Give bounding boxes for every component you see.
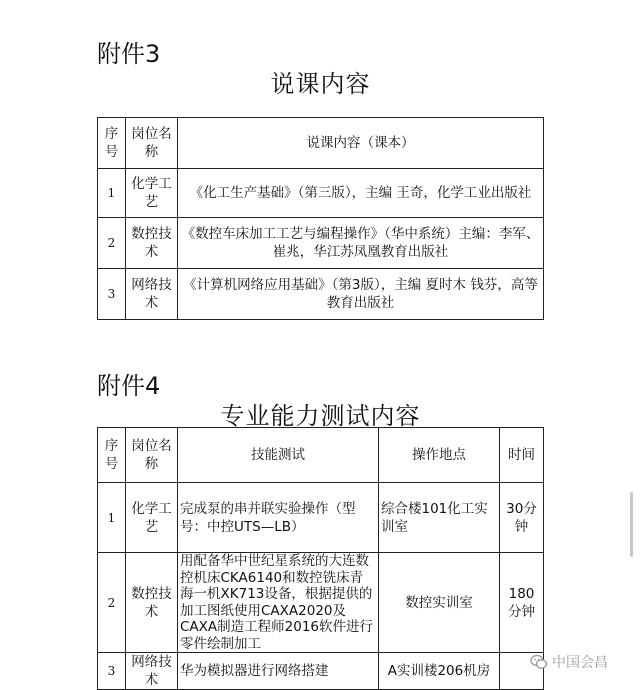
table-row [98,218,544,269]
table-row [98,483,544,553]
post-cell: 数控技术 [126,553,178,653]
attachment-4-heading: 附件4 [97,372,161,400]
header-cell: 操作地点 [379,428,500,483]
skill-cell: 用配备华中世纪星系统的大连数控机床CKA6140和数控铣床青海一机XK713设备，根据提供的加工图纸使用CAXA2020及CAXA制造工程师2016软件进行零件绘制加工 [178,553,379,653]
row-number: 1 [98,169,126,218]
header-cell: 序号 [98,428,126,483]
skill-cell: 完成泵的串并联实验操作（型号：中控UTS—LB） [178,483,379,553]
table-header-row [98,428,544,483]
time-cell: 180分钟 [500,553,544,653]
place-cell: 数控实训室 [379,553,500,653]
row-number: 1 [98,483,126,553]
post-cell: 网络技术 [126,269,178,320]
row-number: 2 [98,553,126,653]
skill-cell: 华为模拟器进行网络搭建 [178,653,379,690]
time-cell: 30分钟 [500,483,544,553]
content-cell: 《化工生产基础》（第三版），主编 王奇，化学工业出版社 [178,169,544,218]
row-number: 3 [98,653,126,690]
attachment-4-title: 专业能力测试内容 [220,402,421,430]
post-cell: 化学工艺 [126,169,178,218]
attachment-3-heading: 附件3 [97,40,161,68]
post-cell: 网络技术 [126,653,178,690]
row-number: 2 [98,218,126,269]
place-cell: A实训楼206机房 [379,653,500,690]
table-header-row [98,118,544,169]
post-cell: 数控技术 [126,218,178,269]
watermark [530,652,608,672]
post-cell: 化学工艺 [126,483,178,553]
header-cell: 岗位名称 [126,428,178,483]
scrollbar[interactable] [630,492,633,557]
header-cell: 时间 [500,428,544,483]
attachment-3-table [97,117,544,320]
row-number: 3 [98,269,126,320]
content-cell: 《数控车床加工工艺与编程操作》（华中系统）主编：李军、崔兆，华江苏凤凰教育出版社 [178,218,544,269]
header-cell: 序号 [98,118,126,169]
table-row [98,269,544,320]
wechat-icon [530,653,548,671]
table-row [98,553,544,653]
header-cell: 说课内容（课本） [178,118,544,169]
place-cell: 综合楼101化工实训室 [379,483,500,553]
table-row [98,169,544,218]
attachment-4-table [97,427,544,690]
header-cell: 技能测试 [178,428,379,483]
attachment-3-title: 说课内容 [270,70,371,98]
watermark-text: 中国会昌 [552,655,608,671]
header-cell: 岗位名称 [126,118,178,169]
table-row [98,653,544,690]
content-cell: 《计算机网络应用基础》（第3版），主编 夏时木 钱芬，高等教育出版社 [178,269,544,320]
